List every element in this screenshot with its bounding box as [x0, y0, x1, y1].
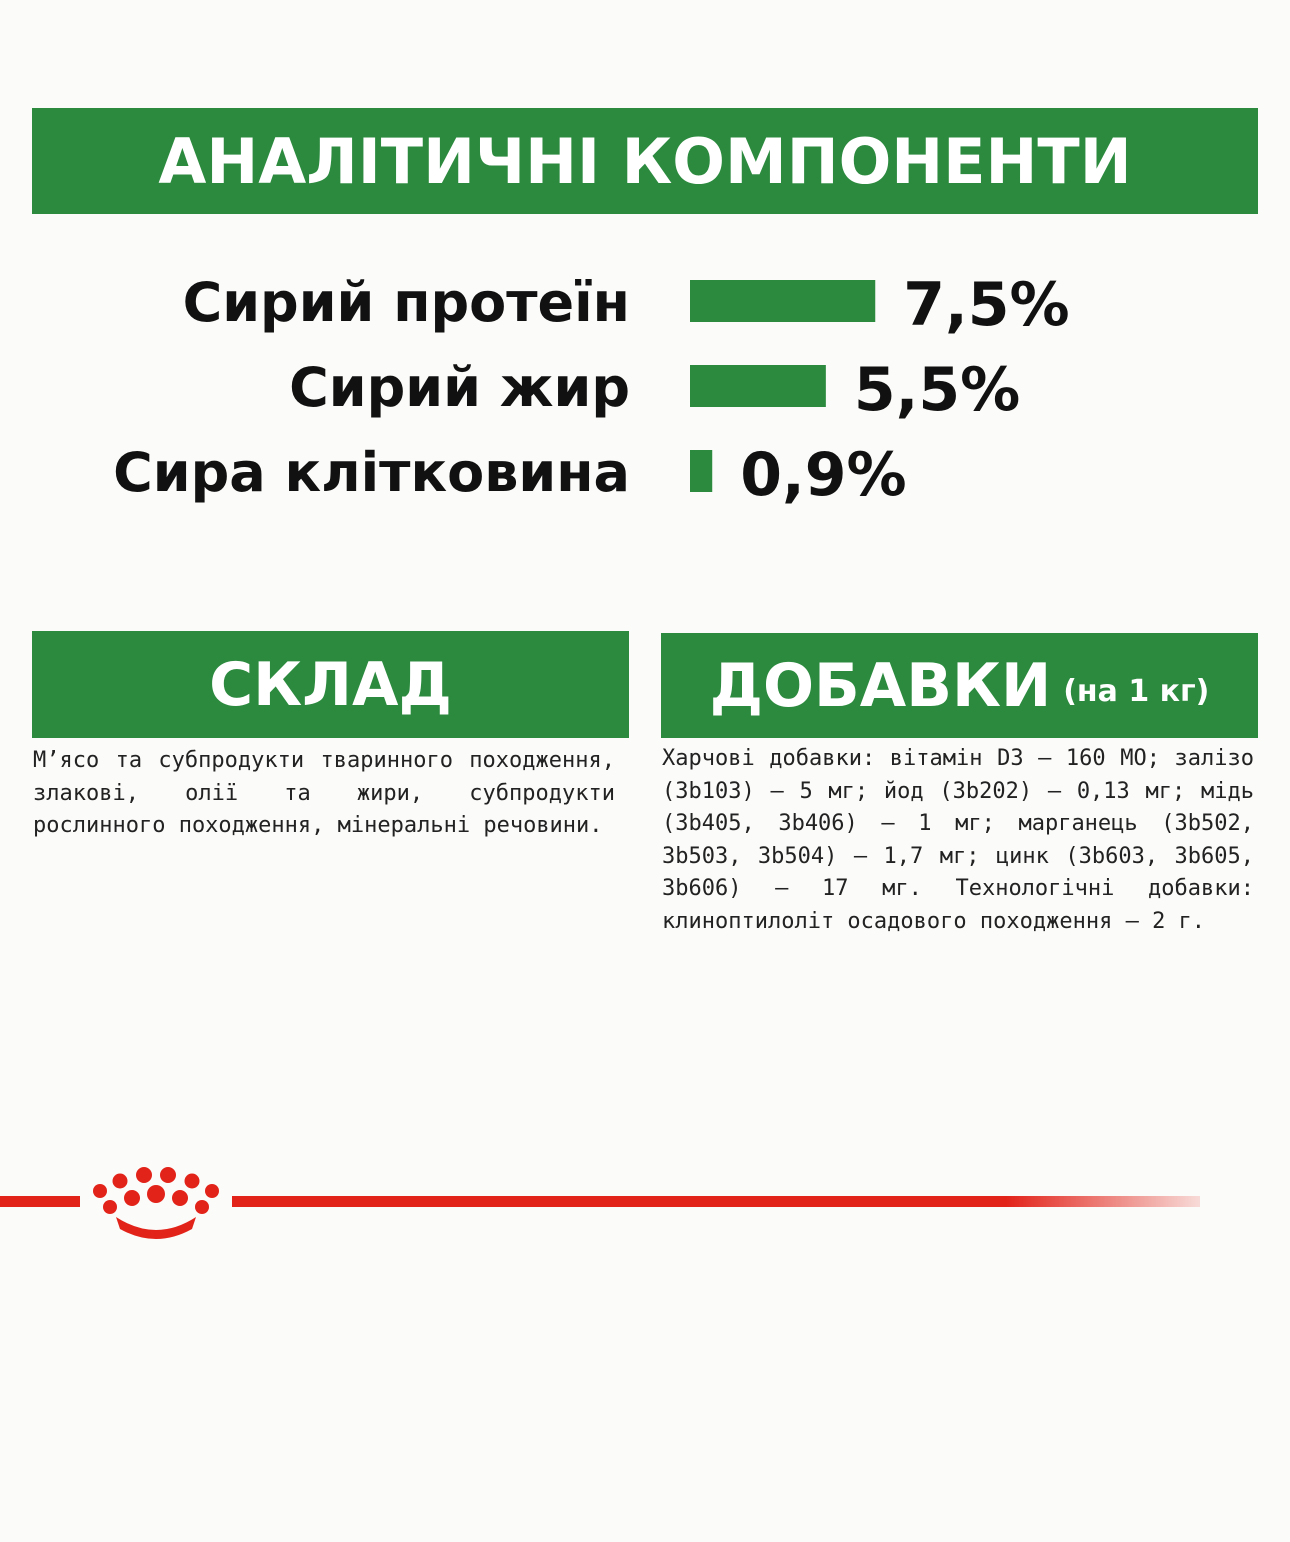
additives-subtitle: (на 1 кг) — [1063, 674, 1210, 709]
composition-title: СКЛАД — [209, 649, 452, 720]
brand-line-right — [232, 1196, 1200, 1207]
crown-icon — [88, 1165, 224, 1245]
bar — [690, 450, 712, 492]
composition-text: М’ясо та субпродукти тваринного походження, злакові, олії та жири, субпродукти рослинного походження, мінеральні речовини. — [33, 748, 615, 838]
brand-line-left — [0, 1196, 80, 1207]
value-label: 0,9% — [740, 440, 907, 510]
analytical-components-title: АНАЛІТИЧНІ КОМПОНЕНТИ — [158, 124, 1132, 198]
category-label: Сира клітковина — [113, 441, 630, 504]
additives-banner — [661, 633, 1258, 738]
additives-title: ДОБАВКИ — [709, 650, 1052, 721]
bar — [690, 365, 826, 407]
category-label: Сирий протеїн — [182, 271, 630, 334]
value-label: 7,5% — [903, 270, 1070, 340]
additives-text: Харчові добавки: вітамін D3 – 160 МО; залізо (3b103) – 5 мг; йод (3b202) – 0,13 мг; мідь (3b405, 3b406) – 1 мг; марганець (3b502, 3b503, 3b504) – 1,7 мг; цинк (3b603, 3b605, 3b606) – 17 мг. Технологічні добавки: клиноптилоліт осадового походження – 2 г. — [662, 746, 1254, 934]
value-label: 5,5% — [853, 355, 1021, 425]
bar — [690, 280, 875, 322]
category-label: Сирий жир — [289, 356, 630, 419]
composition-banner — [32, 631, 629, 738]
analytical-components-chart — [0, 0, 1290, 560]
